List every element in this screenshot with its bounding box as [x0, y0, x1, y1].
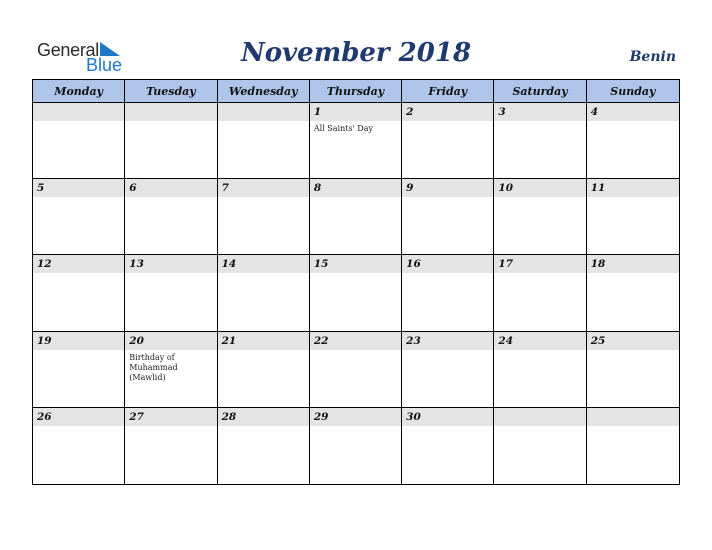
- weekday-header: Monday: [33, 80, 125, 103]
- day-number: 11: [590, 182, 606, 195]
- day-number: 14: [221, 258, 237, 271]
- country-label: Benin: [629, 49, 676, 65]
- day-number: 16: [406, 258, 421, 271]
- day-number: 22: [313, 334, 329, 347]
- day-number: 24: [498, 334, 514, 347]
- day-cell: [494, 408, 586, 484]
- day-number: 19: [37, 334, 52, 347]
- day-cell: [402, 179, 494, 255]
- day-cell: [125, 408, 217, 484]
- day-number: 3: [498, 106, 506, 118]
- day-cell: [125, 255, 217, 331]
- day-number: 23: [406, 334, 421, 347]
- day-cell: [310, 255, 402, 331]
- day-cell: [125, 332, 217, 408]
- calendar-grid: [32, 79, 680, 485]
- day-number: 5: [37, 182, 45, 195]
- day-header-band: [494, 408, 585, 426]
- weekday-header: Wednesday: [218, 80, 310, 103]
- day-cell: [494, 103, 586, 179]
- weekday-header: Tuesday: [125, 80, 217, 103]
- day-cell: [125, 103, 217, 179]
- day-cell: [218, 179, 310, 255]
- day-cell: [310, 408, 402, 484]
- day-cell: [494, 179, 586, 255]
- logo-text-blue: Blue: [86, 55, 123, 75]
- day-cell: [218, 332, 310, 408]
- day-header-band: [402, 103, 493, 121]
- day-number: 6: [129, 182, 137, 195]
- day-number: 30: [406, 410, 421, 423]
- day-cell: [310, 179, 402, 255]
- day-header-band: [125, 103, 216, 121]
- day-number: 9: [406, 182, 414, 195]
- day-number: 20: [129, 334, 144, 347]
- day-cell: [33, 408, 125, 484]
- day-header-band: [33, 103, 124, 121]
- day-cell: [587, 179, 679, 255]
- day-cell: [494, 332, 586, 408]
- day-cell: [33, 179, 125, 255]
- day-cell: [587, 332, 679, 408]
- day-cell: [310, 103, 402, 179]
- day-number: 7: [221, 182, 229, 195]
- day-number: 15: [313, 258, 329, 271]
- day-number: 8: [313, 182, 322, 195]
- day-cell: [125, 179, 217, 255]
- day-header-band: [33, 179, 124, 197]
- day-header-band: [402, 179, 493, 197]
- day-header-band: [310, 179, 401, 197]
- day-header-band: [125, 179, 216, 197]
- weekday-header: Thursday: [310, 80, 402, 103]
- day-number: 26: [37, 410, 52, 423]
- day-cell: [587, 103, 679, 179]
- day-header-band: [218, 103, 309, 121]
- day-cell: [310, 332, 402, 408]
- day-cell: [33, 255, 125, 331]
- day-cell: [218, 103, 310, 179]
- calendar-title: November 2018: [240, 38, 472, 68]
- day-cell: [402, 255, 494, 331]
- day-number: 25: [590, 334, 606, 347]
- day-cell: [494, 255, 586, 331]
- day-number: 1: [313, 106, 322, 118]
- day-cell: [33, 332, 125, 408]
- day-number: 10: [498, 182, 514, 195]
- day-cell: [402, 332, 494, 408]
- holiday-label: All Saints' Day: [313, 124, 374, 133]
- day-header-band: [310, 103, 401, 121]
- weekday-header: Friday: [402, 80, 494, 103]
- day-number: 29: [313, 410, 329, 423]
- day-number: 13: [129, 258, 144, 271]
- day-number: 12: [37, 258, 52, 271]
- day-number: 28: [221, 410, 237, 423]
- day-cell: [33, 103, 125, 179]
- day-header-band: [587, 408, 679, 426]
- day-number: 18: [590, 258, 606, 271]
- day-number: 17: [498, 258, 514, 271]
- day-number: 2: [406, 106, 414, 118]
- day-cell: [218, 255, 310, 331]
- day-number: 27: [129, 410, 144, 423]
- day-cell: [218, 408, 310, 484]
- day-cell: [402, 408, 494, 484]
- logo-text-general: General: [37, 40, 99, 60]
- weekday-header: Saturday: [494, 80, 586, 103]
- day-header-band: [494, 103, 585, 121]
- day-header-band: [587, 103, 679, 121]
- day-cell: [587, 408, 679, 484]
- day-header-band: [218, 179, 309, 197]
- day-number: 21: [221, 334, 237, 347]
- day-cell: [402, 103, 494, 179]
- day-number: 4: [590, 106, 599, 118]
- holiday-label: Birthday of Muhammad (Mawlid): [129, 352, 178, 382]
- weekday-header: Sunday: [587, 80, 679, 103]
- day-cell: [587, 255, 679, 331]
